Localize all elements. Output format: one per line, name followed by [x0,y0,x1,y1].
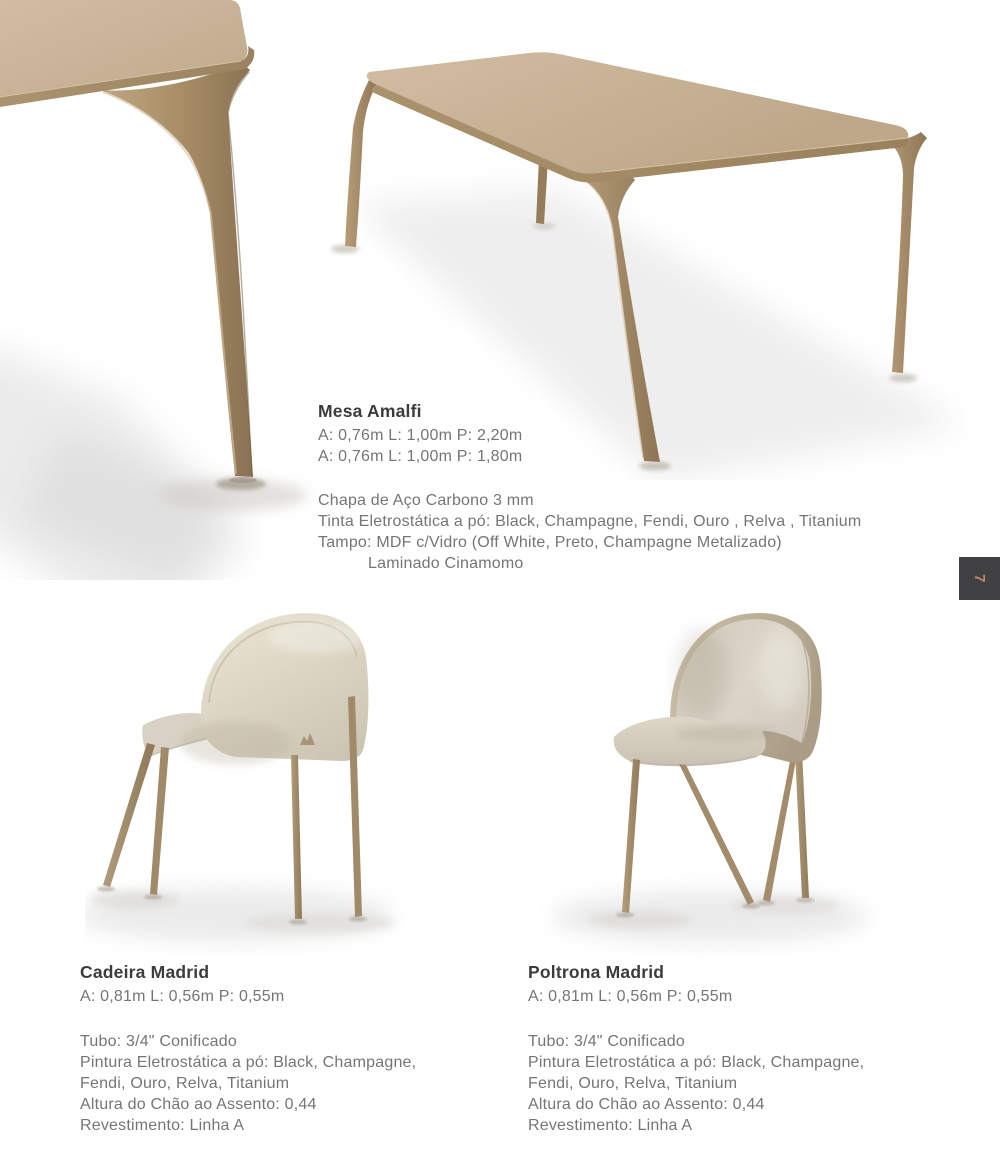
tabletop [367,52,908,182]
product-dimensions: A: 0,76m L: 1,00m P: 1,80m [318,447,523,465]
spec-line: Tubo: 3/4" Conificado [80,1032,237,1050]
product-specs [528,1031,958,1136]
spec-line: Revestimento: Linha A [528,1116,693,1134]
product-dimensions: A: 0,81m L: 0,56m P: 0,55m [528,988,733,1005]
armchair-photo [530,585,890,960]
chair-photo [85,585,445,960]
armchair-render [530,585,890,955]
product-title: Mesa Amalfi [318,401,422,421]
spec-line: Pintura Eletrostática a pó: Black, Champagne, [80,1053,417,1071]
product-title: Poltrona Madrid [528,962,665,982]
spec-line: Fendi, Ouro, Relva, Titanium [80,1074,290,1092]
spec-line: Altura do Chão ao Assento: 0,44 [528,1095,765,1113]
product-title: Cadeira Madrid [80,962,210,982]
spec-line: Altura do Chão ao Assento: 0,44 [80,1095,317,1113]
spec-line: Tinta Eletrostática a pó: Black, Champagne, Fendi, Ouro , Relva , Titanium [318,513,862,530]
product-specs [80,1031,510,1136]
product-specs [318,490,983,574]
floor-shadow [0,340,307,580]
spec-line: Pintura Eletrostática a pó: Black, Champagne, [528,1053,865,1071]
chair-shell [180,613,368,765]
table-detail-render [0,0,330,580]
armchair-info [528,962,958,1136]
product-dimensions: A: 0,81m L: 0,56m P: 0,55m [80,988,285,1005]
chair-info [80,962,510,1136]
product-dimensions: A: 0,76m L: 1,00m P: 2,20m [318,427,523,444]
page-number: 7 [971,574,988,583]
spec-line: Laminado Cinamomo [368,555,524,572]
table-info [318,401,983,574]
floor-shadow [85,888,395,942]
table-detail-photo [0,0,330,585]
spec-line: Tampo: MDF c/Vidro (Off White, Preto, Champagne Metalizado) [318,534,782,551]
spec-line: Chapa de Aço Carbono 3 mm [318,492,534,509]
spec-line: Tubo: 3/4" Conificado [528,1032,685,1050]
page-number-tab [959,557,1000,600]
spec-line: Revestimento: Linha A [80,1116,245,1134]
floor-shadow [552,891,868,943]
chair-render [85,585,445,955]
spec-line: Fendi, Ouro, Relva, Titanium [528,1074,738,1092]
